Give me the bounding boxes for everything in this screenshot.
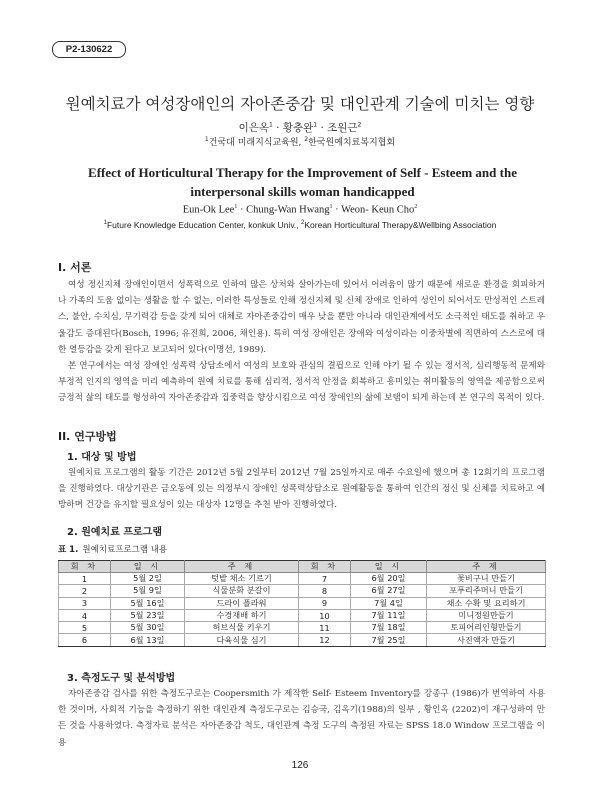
affiliations-korean <box>0 135 600 148</box>
table-cell: 6 <box>59 634 111 646</box>
author-name: Chung-Wan Hwang <box>246 204 330 216</box>
table-cell: 5월 9일 <box>111 585 185 597</box>
table-cell: 식물분화 분갈이 <box>185 585 299 597</box>
table-row <box>59 573 546 585</box>
authors-english <box>0 204 600 216</box>
subjects-body <box>58 465 545 514</box>
table-row <box>59 609 546 621</box>
table-cell: 6월 27일 <box>351 585 427 597</box>
table-cell: 5월 23일 <box>111 609 185 621</box>
table-cell: 미니정원만들기 <box>427 609 546 621</box>
table-cell: 7월 11일 <box>351 609 427 621</box>
table-row <box>59 622 546 634</box>
subsection-heading-subjects: 1. 대상 및 방법 <box>67 452 137 463</box>
section-heading-methods: II. 연구방법 <box>58 430 117 443</box>
table-header-row <box>59 561 546 573</box>
table-cell: 7월 4일 <box>351 597 427 609</box>
title-english: Effect of Horticultural Therapy for the Improvement of Self - Esteem and the interpersonal skills woman handicapped <box>88 165 517 199</box>
author-separator: · <box>332 204 342 216</box>
measures-body <box>58 686 545 751</box>
author-separator: · <box>272 122 283 134</box>
author-name: 이은옥 <box>238 122 270 134</box>
table-cell: 채소 수확 및 요리하기 <box>427 597 546 609</box>
table-cell: 5 <box>59 622 111 634</box>
author-affil-mark: 1 <box>329 204 333 210</box>
author-name: 조원근 <box>327 122 358 134</box>
author-affil-mark: 1 <box>269 121 273 129</box>
author-affil-mark: 2 <box>357 121 362 129</box>
table-cell: 사진액자 만들기 <box>427 634 546 646</box>
table-cell: 허브식물 키우기 <box>185 622 299 634</box>
table-cell: 2 <box>59 585 111 597</box>
table-cell: 수경재배 하기 <box>185 609 299 621</box>
table-cell: 다육식물 심기 <box>185 634 299 646</box>
table-row <box>59 585 546 597</box>
section-heading-introduction: I. 서론 <box>58 261 92 274</box>
subsection-heading-measures: 3. 측정도구 및 분석방법 <box>67 673 176 684</box>
table-cell: 5월 30일 <box>111 622 185 634</box>
table-cell: 7월 25일 <box>351 634 427 646</box>
affil-mark: 2 <box>304 136 309 143</box>
paper-id-badge: P2-130622 <box>52 41 126 58</box>
table-cell: 5월 2일 <box>111 573 185 585</box>
table-cell: 8 <box>299 585 351 597</box>
table-cell: 꽃비구니 만들기 <box>427 573 546 585</box>
introduction-body <box>58 277 545 407</box>
column-header: 일 시 <box>111 561 185 573</box>
table-row <box>59 597 546 609</box>
author-affil-mark: 1 <box>313 121 318 129</box>
affiliation: 한국원예치료복지협회 <box>308 138 396 148</box>
authors-korean <box>0 120 600 135</box>
column-header: 주 제 <box>427 561 546 573</box>
paragraph: 원예치료 프로그램의 활동 기간은 2012년 5월 2일부터 2012년 7월 25일까지로 매주 수요일에 했으며 총 12회기의 프로그램을 진행하였다. 대상기관은 금오동에 있는 의정부시 장애인 성폭력상담소로 원예활동을 통하여 인간의 정신 및 신체를 치료하고 예방하며 건강을 유지할 필요성이 있는 대상자 12명을 추천 받아 진행하였다. <box>58 468 545 511</box>
table-cell: 7 <box>299 573 351 585</box>
table-cell: 5월 16일 <box>111 597 185 609</box>
paragraph: 자아존중감 검사를 위한 측정도구로는 Coopersmith 가 제작한 Self- Esteem Inventory를 강종구 (1986)가 번역하여 사용한 것이며, 사회적 기능을 측정하기 위한 대인관계 측정도구로는 김승국, 김옥기(1988)의 일부 , 황인옥 (2202)이 재구성하여 만든 것을 사용하였다. 측정자료 분석은 자아존중감 척도, 대인관계 측정 도구의 측정된 자료는 SPSS 18.0 Window 프로그램을 이용 <box>58 689 545 748</box>
table-label: 표 1. <box>58 545 79 555</box>
table-cell: 드라이 플라워 <box>185 597 299 609</box>
paragraph: 본 연구에서는 여성 장애인 성폭력 상담소에서 여성의 보호와 관심의 결핍으로 인해 야기 될 수 있는 정서적, 심리행동적 문제와 부정적 인지의 영역을 미리 예측하여 원예 치료를 통해 심리적, 정서적 안정을 회복하고 흥미있는 취미활동의 영역을 제공함으로써 긍정적 삶의 태도를 형성하여 자아존중감과 집중력을 향상시킴으로 여성 장애인의 삶에 보탬이 되게 하는데 본 연구의 목적이 있다. <box>58 361 545 404</box>
table-cell: 7월 18일 <box>351 622 427 634</box>
table-cell: 토피어리인형만들기 <box>427 622 546 634</box>
column-header: 일 시 <box>351 561 427 573</box>
table-cell: 포푸리주머니 만들기 <box>427 585 546 597</box>
author-name: Weon- Keun Cho <box>341 204 415 216</box>
table-cell: 4 <box>59 609 111 621</box>
column-header: 주 제 <box>185 561 299 573</box>
table-cell: 6월 13일 <box>111 634 185 646</box>
table-caption-text: 원예치료프로그램 내용 <box>82 545 168 555</box>
affiliations-english <box>0 220 600 230</box>
table-cell: 1 <box>59 573 111 585</box>
title-korean: 원예치료가 여성장애인의 자아존중감 및 대인관계 기술에 미치는 영향 <box>65 95 535 113</box>
author-affil-mark: 1 <box>234 204 238 210</box>
program-table <box>58 560 546 647</box>
table-caption <box>58 543 167 555</box>
table-cell: 9 <box>299 597 351 609</box>
table-cell: 6월 20일 <box>351 573 427 585</box>
author-name: Eun-Ok Lee <box>182 204 235 216</box>
affiliation: Korean Horticultural Therapy&Wellbing Association <box>304 220 497 230</box>
affil-mark: 1 <box>204 136 209 143</box>
column-header: 회 차 <box>59 561 111 573</box>
affil-mark: 2 <box>301 220 305 227</box>
table-cell: 10 <box>299 609 351 621</box>
affiliation: Future Knowledge Education Center, konkuk Univ., <box>106 220 302 230</box>
author-separator: · <box>237 204 247 216</box>
table-cell: 11 <box>299 622 351 634</box>
table-cell: 12 <box>299 634 351 646</box>
table-row <box>59 634 546 646</box>
author-affil-mark: 2 <box>414 204 418 210</box>
table-cell: 3 <box>59 597 111 609</box>
column-header: 회 차 <box>299 561 351 573</box>
table-cell: 텃밭 채소 기르기 <box>185 573 299 585</box>
page-number: 126 <box>291 760 309 771</box>
affil-mark: 1 <box>103 220 107 227</box>
paragraph: 여성 정신지체 장애인이면서 성폭력으로 인하여 많은 상처와 살아가는데 있어서 어려움이 많기 때문에 새로운 환경을 회피하거나 가족의 도움 없이는 생활을 할 수 없는, 이러한 특성들로 인해 정신지체 및 신체 장애로 인하여 성인이 되어서도 만성적인 스트레스, 불안, 수치심, 무기력감 등을 갖게 되어 대체로 자아존중감이 매우 낮을 뿐만 아니라 대인관계에서도 소극적인 태도를 취하고 우울감도 증대된다(Bosch, 1996; 유진희, 2006, 채인용). 특히 여성 장애인은 장애와 여성이라는 이중차별에 직면하여 스스로에 대한 열등감을 갖게 된다고 보고되어 있다(이명선, 1989). <box>58 280 545 355</box>
author-name: 황충완 <box>282 122 314 134</box>
author-separator: · <box>317 122 328 134</box>
affiliation: 건국대 미래지식교육원, <box>208 138 305 148</box>
subsection-heading-program: 2. 원예치료 프로그램 <box>67 527 162 538</box>
